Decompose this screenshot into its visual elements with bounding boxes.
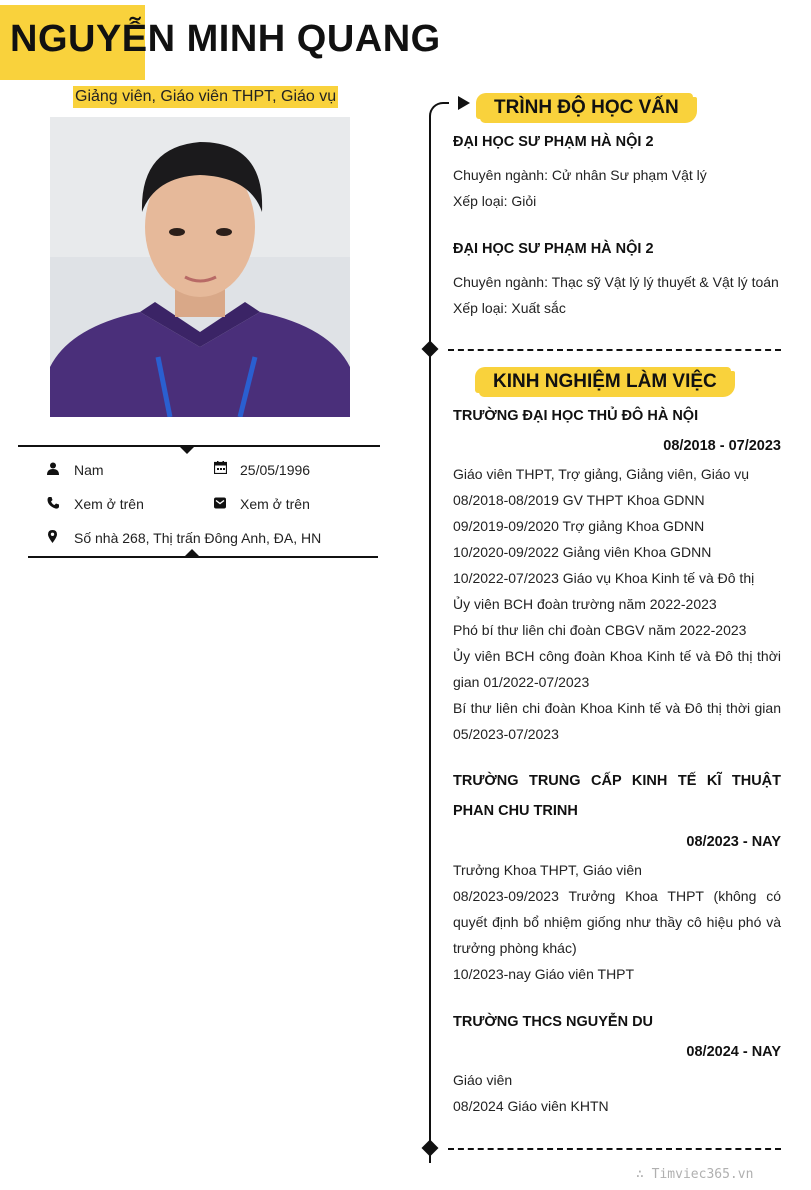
email-value: Xem ở trên (240, 496, 310, 512)
phone-value: Xem ở trên (74, 496, 144, 512)
job-line: 08/2023-09/2023 Trưởng Khoa THPT (không có quyết định bổ nhiệm giống như thầy cô hiệu phó và trưởng phòng khác) (453, 888, 781, 956)
timeline-line (429, 118, 431, 1163)
job-line: 08/2018-08/2019 GV THPT Khoa GDNN (453, 492, 705, 508)
section-divider-2 (448, 1148, 781, 1150)
timeline-diamond-1 (422, 341, 439, 358)
profile-photo (50, 117, 350, 417)
job-period: 08/2018 - 07/2023 (663, 438, 781, 454)
candidate-name: NGUYỄN MINH QUANG (10, 18, 441, 60)
info-bottom-rule (28, 556, 378, 558)
watermark: ∴ Timviec365.vn (636, 1167, 754, 1182)
education-major: Chuyên ngành: Thạc sỹ Vật lý lý thuyết & Vật lý toán (453, 274, 779, 290)
map-pin-icon (48, 530, 62, 544)
education-school: ĐẠI HỌC SƯ PHẠM HÀ NỘI 2 (453, 134, 654, 150)
education-major: Chuyên ngành: Cử nhân Sư phạm Vật lý (453, 167, 707, 183)
envelope-icon (214, 496, 228, 510)
section-divider-1 (448, 349, 781, 351)
job-period: 08/2023 - NAY (686, 834, 781, 850)
job-company: TRƯỜNG ĐẠI HỌC THỦ ĐÔ HÀ NỘI (453, 408, 699, 424)
timeline-curve (429, 102, 449, 120)
education-grade: Xếp loại: Giỏi (453, 193, 537, 209)
job-line: 09/2019-09/2020 Trợ giảng Khoa GDNN (453, 518, 705, 534)
info-bottom-marker (184, 549, 200, 557)
phone-icon (47, 496, 61, 510)
job-description (453, 461, 781, 747)
education-section-title: TRÌNH ĐỘ HỌC VẤN (480, 93, 693, 123)
job-title: Giảng viên, Giáo viên THPT, Giáo vụ (73, 86, 338, 108)
job-line: Ủy viên BCH đoàn trường năm 2022-2023 (453, 596, 717, 612)
job-company: TRƯỜNG THCS NGUYỄN DU (453, 1014, 654, 1030)
job-line: Giáo viên THPT, Trợ giảng, Giảng viên, Giáo vụ (453, 466, 750, 482)
job-line: 10/2022-07/2023 Giáo vụ Khoa Kinh tế và Đô thị (453, 570, 755, 586)
info-top-rule (18, 445, 380, 447)
address-value: Số nhà 268, Thị trấn Đông Anh, ĐA, HN (74, 530, 322, 546)
education-school: ĐẠI HỌC SƯ PHẠM HÀ NỘI 2 (453, 241, 654, 257)
education-grade: Xếp loại: Xuất sắc (453, 300, 566, 316)
timeline-diamond-2 (422, 1140, 439, 1157)
person-icon (47, 462, 61, 476)
calendar-icon (214, 461, 228, 475)
job-line: 08/2024 Giáo viên KHTN (453, 1098, 609, 1114)
job-line: Trưởng Khoa THPT, Giáo viên (453, 862, 642, 878)
job-company: TRƯỜNG TRUNG CẤP KINH TẾ KĨ THUẬT PHAN CHU TRINH (453, 773, 781, 819)
timeline-arrow-icon (458, 96, 470, 110)
job-line: Ủy viên BCH công đoàn Khoa Kinh tế và Đô thị thời gian 01/2022-07/2023 (453, 648, 781, 690)
gender-value: Nam (74, 462, 104, 478)
experience-section-title: KINH NGHIỆM LÀM VIỆC (479, 367, 731, 397)
job-line: Giáo viên (453, 1072, 513, 1088)
birthdate-value: 25/05/1996 (240, 462, 311, 478)
info-top-marker (179, 446, 195, 454)
job-line: 10/2023-nay Giáo viên THPT (453, 966, 635, 982)
job-line: 10/2020-09/2022 Giảng viên Khoa GDNN (453, 544, 712, 560)
job-description (453, 1067, 781, 1119)
job-period: 08/2024 - NAY (686, 1044, 781, 1060)
job-line: Phó bí thư liên chi đoàn CBGV năm 2022-2023 (453, 622, 747, 638)
job-line: Bí thư liên chi đoàn Khoa Kinh tế và Đô thị thời gian 05/2023-07/2023 (453, 700, 781, 742)
job-description (453, 857, 781, 987)
